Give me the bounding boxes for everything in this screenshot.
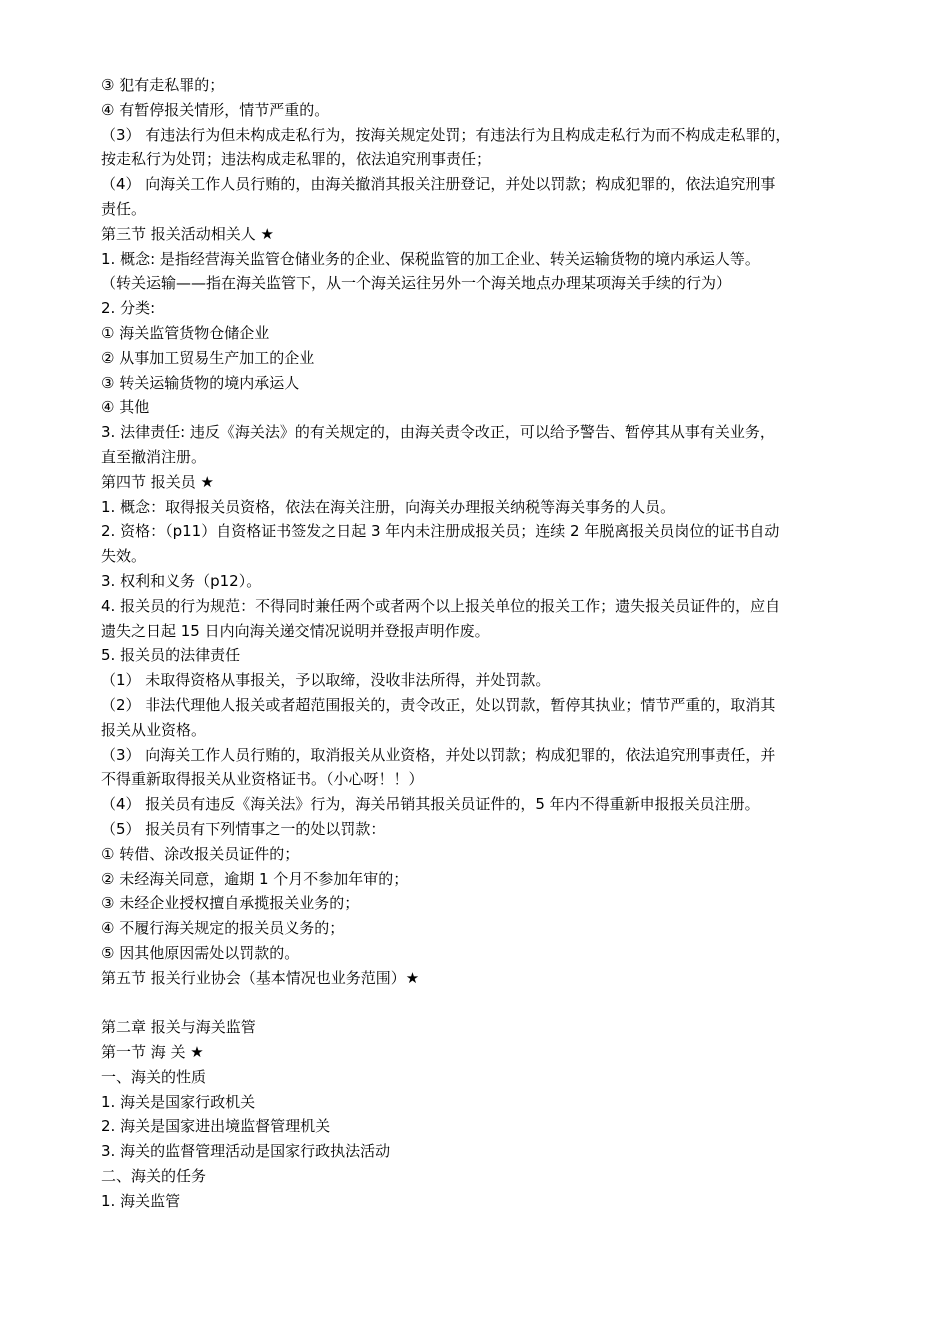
text-line: 第三节 报关活动相关人 ★ [101,224,274,243]
text-line: 第四节 报关员 ★ [101,472,214,491]
text-line: 第五节 报关行业协会（基本情况也业务范围）★ [101,968,420,987]
text-line: 3. 权利和义务（p12）。 [101,571,262,590]
text-line: （5） 报关员有下列情事之一的处以罚款： [101,819,386,838]
text-line: 1. 海关监管 [101,1191,181,1210]
text-line: 直至撤消注册。 [101,447,207,466]
text-line: 失效。 [101,547,147,566]
text-line: ① 海关监管货物仓储企业 [101,323,270,342]
text-line: （1） 未取得资格从事报关，予以取缔，没收非法所得，并处罚款。 [101,671,551,690]
text-line: （4） 报关员有违反《海关法》行为，海关吊销其报关员证件的，5 年内不得重新申报报关员注册。 [101,795,760,814]
text-line: 按走私行为处罚；违法构成走私罪的，依法追究刑事责任； [101,150,492,169]
text-line: ① 转借、涂改报关员证件的； [101,844,300,863]
blank-line [101,990,871,1015]
text-line: ④ 有暂停报关情形，情节严重的。 [101,100,330,119]
text-line: 责任。 [101,199,147,218]
text-line: 二、海关的任务 [101,1167,207,1186]
text-line: 第二章 报关与海关监管 [101,1018,256,1037]
text-line: ③ 未经企业授权擅自承揽报关业务的； [101,894,360,913]
text-line: 1. 概念：取得报关员资格，依法在海关注册，向海关办理报关纳税等海关事务的人员。 [101,497,676,516]
text-line: 4. 报关员的行为规范：不得同时兼任两个或者两个以上报关单位的报关工作；遗失报关员证件的，应自 [101,596,781,615]
text-line: 报关从业资格。 [101,720,207,739]
text-line: 5. 报关员的法律责任 [101,646,241,665]
text-line: ③ 犯有走私罪的； [101,76,225,94]
text-line: 1. 概念: 是指经营海关监管仓储业务的企业、保税监管的加工企业、转关运输货物的境内承运人等。 [101,249,760,268]
text-line: （3） 有违法行为但未构成走私行为，按海关规定处罚；有违法行为且构成走私行为而不构成走私罪的， [101,125,791,144]
text-line: 3. 法律责任: 违反《海关法》的有关规定的，由海关责令改正，可以给予警告、暂停其从事有关业务， [101,423,775,442]
text-line: （转关运输——指在海关监管下，从一个海关运往另外一个海关地点办理某项海关手续的行为） [101,274,732,293]
text-line: （4） 向海关工作人员行贿的，由海关撤消其报关注册登记，并处以罚款；构成犯罪的，依法追究刑事 [101,175,776,194]
text-line: 2. 海关是国家进出境监督管理机关 [101,1117,331,1136]
text-line: ④ 其他 [101,398,150,417]
document-body [101,73,871,1214]
text-line: 第一节 海 关 ★ [101,1043,204,1062]
text-line: 2. 分类: [101,299,156,318]
text-line: 1. 海关是国家行政机关 [101,1092,256,1111]
text-line: ② 未经海关同意，逾期 1 个月不参加年审的； [101,869,409,888]
text-line: 遗失之日起 15 日内向海关递交情况说明并登报声明作废。 [101,621,490,640]
text-line: （2） 非法代理他人报关或者超范围报关的，责令改正，处以罚款，暂停其执业；情节严重的，取消其 [101,695,776,714]
text-line: 一、海关的性质 [101,1067,207,1086]
text-line: 不得重新取得报关从业资格证书。（小心呀！！） [101,770,424,789]
text-line: 3. 海关的监督管理活动是国家行政执法活动 [101,1142,391,1161]
text-line: ② 从事加工贸易生产加工的企业 [101,348,315,367]
text-line: ④ 不履行海关规定的报关员义务的； [101,919,345,938]
text-line: ③ 转关运输货物的境内承运人 [101,373,300,392]
text-line: ⑤ 因其他原因需处以罚款的。 [101,943,300,962]
text-line: （3） 向海关工作人员行贿的，取消报关从业资格，并处以罚款；构成犯罪的，依法追究刑事责任，并 [101,745,776,764]
text-line: 2. 资格：（p11）自资格证书签发之日起 3 年内未注册成报关员；连续 2 年脱离报关员岗位的证书自动 [101,522,780,541]
